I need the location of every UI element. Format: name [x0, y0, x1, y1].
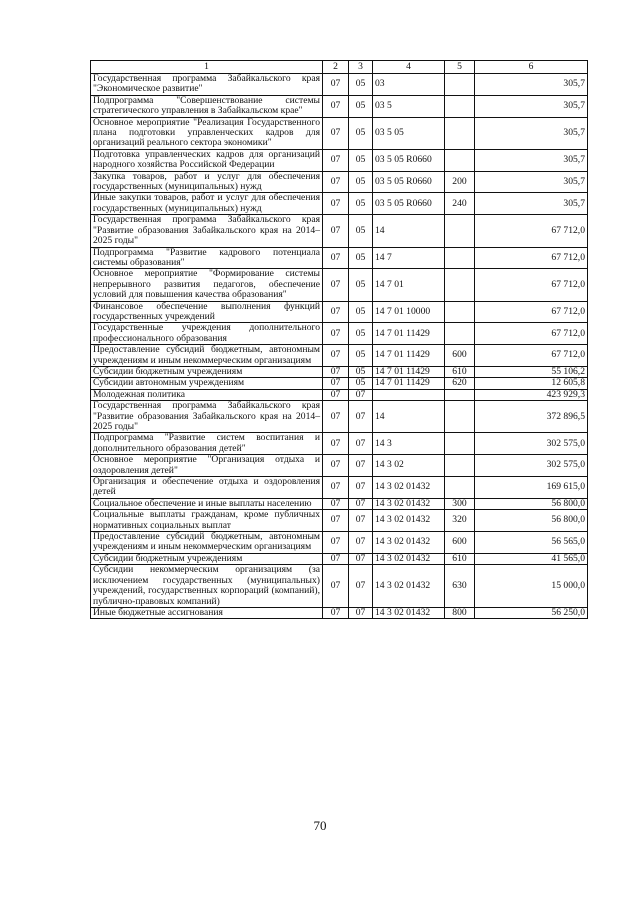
cell-section: 07: [323, 171, 349, 193]
cell-name: Государственные учреждения дополнительного профессионального образования: [91, 323, 323, 345]
cell-target-article: 14 7 01 11429: [373, 378, 445, 389]
cell-expense-type: 610: [445, 553, 475, 564]
cell-subsection: 07: [349, 532, 373, 554]
cell-section: 07: [323, 247, 349, 269]
cell-section: 07: [323, 345, 349, 367]
column-header: 3: [349, 61, 373, 74]
cell-subsection: 05: [349, 366, 373, 377]
cell-subsection: 05: [349, 345, 373, 367]
cell-expense-type: 320: [445, 510, 475, 532]
cell-amount: 67 712,0: [475, 323, 588, 345]
cell-subsection: 07: [349, 401, 373, 433]
cell-target-article: 14 3 02: [373, 455, 445, 477]
cell-expense-type: [445, 247, 475, 269]
cell-name: Государственная программа Забайкальского края "Экономическое развитие": [91, 74, 323, 96]
cell-name: Закупка товаров, работ и услуг для обеспечения государственных (муниципальных) нужд: [91, 171, 323, 193]
cell-section: 07: [323, 498, 349, 509]
table-row: [91, 455, 588, 477]
cell-amount: 41 565,0: [475, 553, 588, 564]
cell-expense-type: [445, 117, 475, 149]
cell-subsection: 05: [349, 323, 373, 345]
cell-name: Финансовое обеспечение выполнения функций государственных учреждений: [91, 301, 323, 323]
cell-subsection: 05: [349, 117, 373, 149]
cell-name: Предоставление субсидий бюджетным, автономным учреждениям и иным некоммерческим организациям: [91, 345, 323, 367]
cell-subsection: 05: [349, 378, 373, 389]
cell-expense-type: [445, 401, 475, 433]
table-row: [91, 247, 588, 269]
budget-table: [90, 60, 588, 619]
page-number: 70: [313, 818, 327, 833]
cell-target-article: 03 5 05: [373, 117, 445, 149]
cell-section: 07: [323, 510, 349, 532]
cell-amount: 305,7: [475, 117, 588, 149]
cell-amount: 302 575,0: [475, 433, 588, 455]
table-row: [91, 433, 588, 455]
column-header: 2: [323, 61, 349, 74]
cell-amount: 423 929,3: [475, 389, 588, 400]
cell-subsection: 05: [349, 149, 373, 171]
cell-name: Субсидии автономным учреждениям: [91, 378, 323, 389]
cell-section: 07: [323, 366, 349, 377]
cell-target-article: 14 3 02 01432: [373, 477, 445, 499]
cell-name: Иные бюджетные ассигнования: [91, 607, 323, 618]
cell-target-article: 14 3 02 01432: [373, 565, 445, 608]
cell-subsection: 05: [349, 171, 373, 193]
cell-amount: 67 712,0: [475, 345, 588, 367]
cell-target-article: 14 3: [373, 433, 445, 455]
cell-amount: 55 106,2: [475, 366, 588, 377]
cell-expense-type: [445, 301, 475, 323]
cell-section: 07: [323, 378, 349, 389]
cell-target-article: 14 7 01 11429: [373, 323, 445, 345]
cell-target-article: 14 7 01 11429: [373, 345, 445, 367]
cell-section: 07: [323, 215, 349, 247]
cell-expense-type: [445, 433, 475, 455]
cell-target-article: 14: [373, 215, 445, 247]
cell-subsection: 05: [349, 193, 373, 215]
column-header: 6: [475, 61, 588, 74]
cell-name: Субсидии некоммерческим организациям (за исключением государственных (муниципальных) учреждений, государственных корпораций (компаний), публично-правовых компаний): [91, 565, 323, 608]
table-body: [91, 74, 588, 619]
cell-name: Основное мероприятие "Организация отдыха и оздоровления детей": [91, 455, 323, 477]
cell-expense-type: 300: [445, 498, 475, 509]
cell-amount: 305,7: [475, 171, 588, 193]
cell-amount: 305,7: [475, 74, 588, 96]
cell-subsection: 07: [349, 565, 373, 608]
table-row: [91, 532, 588, 554]
cell-amount: 67 712,0: [475, 215, 588, 247]
cell-amount: 169 615,0: [475, 477, 588, 499]
cell-name: Подпрограмма "Развитие систем воспитания и дополнительного образования детей": [91, 433, 323, 455]
cell-amount: 56 800,0: [475, 498, 588, 509]
table-row: [91, 498, 588, 509]
cell-subsection: 07: [349, 455, 373, 477]
cell-amount: 67 712,0: [475, 247, 588, 269]
column-header: 1: [91, 61, 323, 74]
cell-expense-type: [445, 455, 475, 477]
table-row: [91, 269, 588, 301]
cell-target-article: 14 7: [373, 247, 445, 269]
cell-expense-type: 610: [445, 366, 475, 377]
cell-expense-type: 200: [445, 171, 475, 193]
cell-amount: 67 712,0: [475, 301, 588, 323]
cell-target-article: 14 3 02 01432: [373, 607, 445, 618]
table-row: [91, 389, 588, 400]
cell-name: Основное мероприятие "Реализация Государственного плана подготовки управленческих кадров для организаций реального сектора экономики": [91, 117, 323, 149]
cell-section: 07: [323, 607, 349, 618]
cell-subsection: 05: [349, 301, 373, 323]
cell-section: 07: [323, 532, 349, 554]
cell-name: Государственная программа Забайкальского края "Развитие образования Забайкальского края на 2014–2025 годы": [91, 401, 323, 433]
cell-expense-type: 620: [445, 378, 475, 389]
column-header: 4: [373, 61, 445, 74]
cell-target-article: 14 7 01 10000: [373, 301, 445, 323]
table-row: [91, 401, 588, 433]
cell-name: Субсидии бюджетным учреждениям: [91, 553, 323, 564]
cell-subsection: 05: [349, 74, 373, 96]
cell-section: 07: [323, 193, 349, 215]
cell-target-article: 14 7 01: [373, 269, 445, 301]
table-row: [91, 553, 588, 564]
cell-subsection: 07: [349, 607, 373, 618]
cell-section: 07: [323, 117, 349, 149]
cell-target-article: 14 3 02 01432: [373, 510, 445, 532]
table-row: [91, 366, 588, 377]
cell-target-article: 03 5 05 R0660: [373, 149, 445, 171]
cell-expense-type: [445, 323, 475, 345]
cell-section: 07: [323, 323, 349, 345]
cell-subsection: 07: [349, 389, 373, 400]
table-row: [91, 149, 588, 171]
cell-amount: 56 565,0: [475, 532, 588, 554]
cell-name: Организация и обеспечение отдыха и оздоровления детей: [91, 477, 323, 499]
cell-name: Предоставление субсидий бюджетным, автономным учреждениям и иным некоммерческим организациям: [91, 532, 323, 554]
table-row: [91, 345, 588, 367]
cell-subsection: 05: [349, 95, 373, 117]
cell-target-article: 03 5 05 R0660: [373, 193, 445, 215]
cell-section: 07: [323, 269, 349, 301]
cell-target-article: 14 3 02 01432: [373, 498, 445, 509]
cell-amount: 302 575,0: [475, 455, 588, 477]
cell-expense-type: [445, 477, 475, 499]
cell-expense-type: [445, 149, 475, 171]
cell-name: Субсидии бюджетным учреждениям: [91, 366, 323, 377]
cell-section: 07: [323, 433, 349, 455]
cell-amount: 56 250,0: [475, 607, 588, 618]
table-row: [91, 171, 588, 193]
table-row: [91, 193, 588, 215]
cell-section: 07: [323, 95, 349, 117]
cell-expense-type: [445, 215, 475, 247]
cell-name: Основное мероприятие "Формирование системы непрерывного развития педагогов, обеспечение условий для повышения качества образования": [91, 269, 323, 301]
table-row: [91, 378, 588, 389]
cell-subsection: 07: [349, 477, 373, 499]
cell-name: Государственная программа Забайкальского края "Развитие образования Забайкальского края на 2014–2025 годы": [91, 215, 323, 247]
table-row: [91, 117, 588, 149]
table-row: [91, 565, 588, 608]
cell-name: Подпрограмма "Развитие кадрового потенциала системы образования": [91, 247, 323, 269]
table-row: [91, 95, 588, 117]
header-row: [91, 61, 588, 74]
column-header: 5: [445, 61, 475, 74]
table-row: [91, 301, 588, 323]
cell-expense-type: [445, 74, 475, 96]
cell-section: 07: [323, 455, 349, 477]
cell-section: 07: [323, 401, 349, 433]
cell-name: Молодежная политика: [91, 389, 323, 400]
cell-target-article: 14 3 02 01432: [373, 553, 445, 564]
cell-expense-type: [445, 389, 475, 400]
cell-target-article: 03 5: [373, 95, 445, 117]
cell-name: Подпрограмма "Совершенствование системы стратегического управления в Забайкальском крае": [91, 95, 323, 117]
cell-section: 07: [323, 553, 349, 564]
cell-expense-type: [445, 95, 475, 117]
cell-amount: 15 000,0: [475, 565, 588, 608]
cell-expense-type: 800: [445, 607, 475, 618]
cell-expense-type: [445, 269, 475, 301]
cell-amount: 372 896,5: [475, 401, 588, 433]
cell-section: 07: [323, 301, 349, 323]
cell-target-article: 14: [373, 401, 445, 433]
cell-section: 07: [323, 565, 349, 608]
cell-name: Социальное обеспечение и иные выплаты населению: [91, 498, 323, 509]
cell-expense-type: 600: [445, 532, 475, 554]
table-row: [91, 607, 588, 618]
cell-target-article: [373, 389, 445, 400]
cell-subsection: 07: [349, 433, 373, 455]
cell-amount: 56 800,0: [475, 510, 588, 532]
cell-amount: 305,7: [475, 193, 588, 215]
cell-subsection: 07: [349, 510, 373, 532]
cell-expense-type: 240: [445, 193, 475, 215]
cell-name: Социальные выплаты гражданам, кроме публичных нормативных социальных выплат: [91, 510, 323, 532]
cell-target-article: 03: [373, 74, 445, 96]
cell-section: 07: [323, 477, 349, 499]
cell-name: Иные закупки товаров, работ и услуг для обеспечения государственных (муниципальных) нужд: [91, 193, 323, 215]
cell-expense-type: 600: [445, 345, 475, 367]
cell-amount: 305,7: [475, 149, 588, 171]
cell-amount: 12 605,8: [475, 378, 588, 389]
table-row: [91, 323, 588, 345]
table-row: [91, 74, 588, 96]
table-row: [91, 477, 588, 499]
cell-section: 07: [323, 389, 349, 400]
table-row: [91, 215, 588, 247]
cell-target-article: 14 3 02 01432: [373, 532, 445, 554]
cell-subsection: 05: [349, 215, 373, 247]
cell-target-article: 14 7 01 11429: [373, 366, 445, 377]
cell-subsection: 07: [349, 498, 373, 509]
cell-subsection: 05: [349, 247, 373, 269]
table-row: [91, 510, 588, 532]
cell-target-article: 03 5 05 R0660: [373, 171, 445, 193]
cell-expense-type: 630: [445, 565, 475, 608]
cell-amount: 67 712,0: [475, 269, 588, 301]
cell-section: 07: [323, 74, 349, 96]
cell-amount: 305,7: [475, 95, 588, 117]
cell-section: 07: [323, 149, 349, 171]
cell-subsection: 05: [349, 269, 373, 301]
cell-name: Подготовка управленческих кадров для организаций народного хозяйства Российской Федерации: [91, 149, 323, 171]
cell-subsection: 07: [349, 553, 373, 564]
